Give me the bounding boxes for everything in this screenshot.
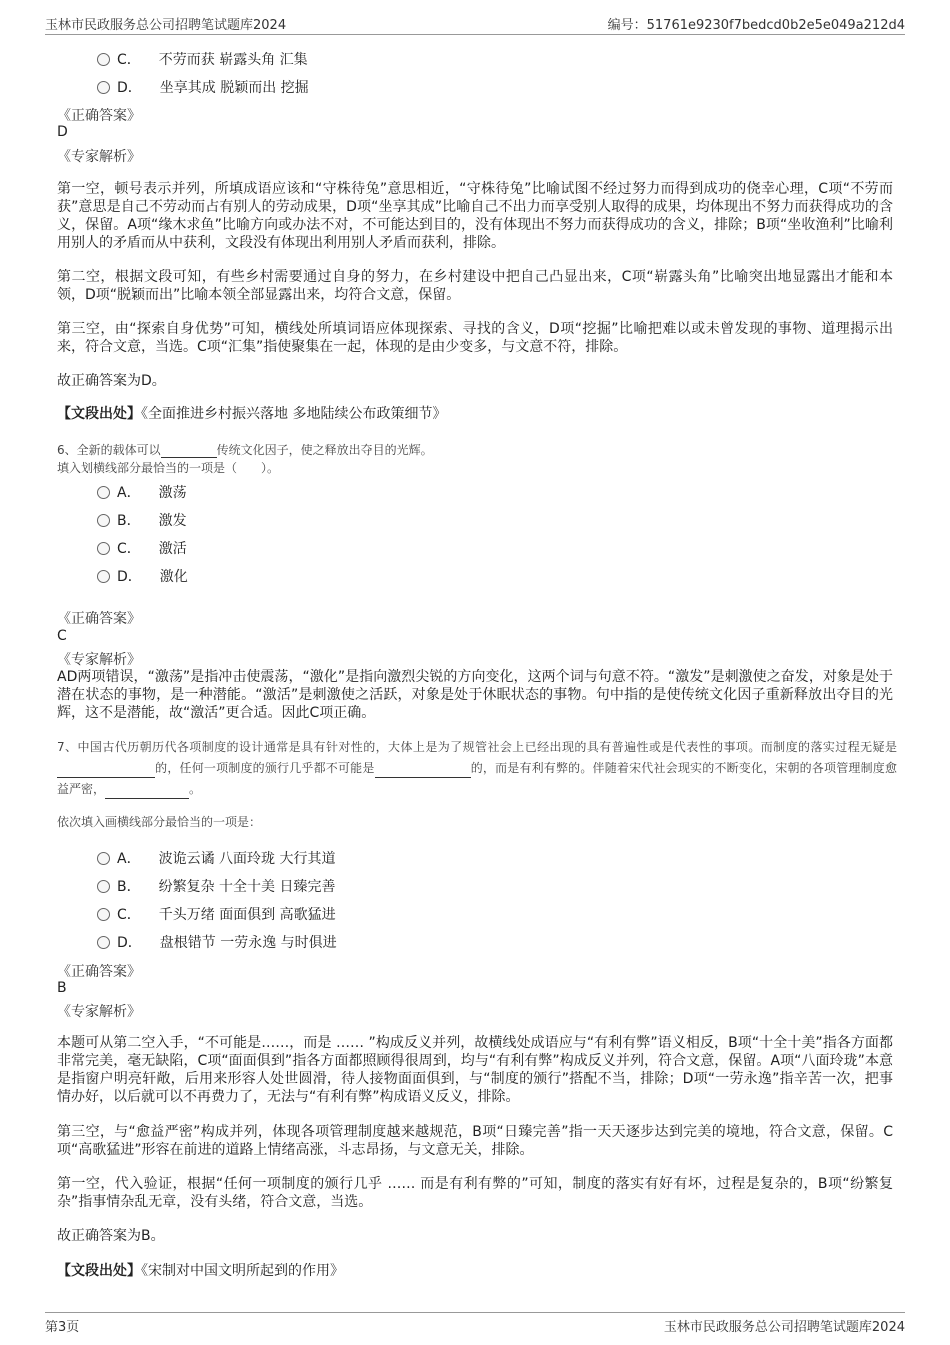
radio-icon[interactable] xyxy=(97,514,110,527)
q5-option-d[interactable]: D． 坐享其成 脱颖而出 挖掘 xyxy=(97,77,309,97)
radio-icon[interactable] xyxy=(97,81,110,94)
q5-source xyxy=(57,403,446,423)
q5-answer: D xyxy=(57,124,68,140)
q5-answer-label: 《正确答案》 xyxy=(57,108,141,124)
q7-analysis-p3: 第一空，代入验证，根据“任何一项制度的颁行几乎 …… 而是有利有弊的”可知，制度的落实有好有坏，过程是复杂的，B项“纷繁复杂”指事情杂乱无章，没有头绪，符合文意，当选。 xyxy=(57,1176,893,1210)
q7-stem: 7、中国古代历朝历代各项制度的设计通常是具有针对性的，大体上是为了规管社会上已经出现的具有普遍性或是代表性的事项。而制度的落实过程无疑是 的，任何一项制度的颁行几乎都不可能是 的，而是有利有弊的。伴随着宋代社会现实的不断变化，宋朝的各项管理制度愈益严密， 。 xyxy=(57,737,897,799)
q7-answer-label: 《正确答案》 xyxy=(57,964,141,980)
q6-analysis-label: 《专家解析》 xyxy=(57,652,141,668)
q7-answer: B xyxy=(57,980,67,996)
q7-analysis-label: 《专家解析》 xyxy=(57,1004,141,1020)
radio-icon[interactable] xyxy=(97,53,110,66)
q6-option-a[interactable]: A． 激荡 xyxy=(97,482,187,502)
page-footer xyxy=(45,1312,905,1335)
q5-option-c[interactable]: C． 不劳而获 崭露头角 汇集 xyxy=(97,49,308,69)
source-title: 《全面推进乡村振兴落地 多地陆续公布政策细节》 xyxy=(141,406,447,422)
q6-option-b[interactable]: B． 激发 xyxy=(97,510,187,530)
radio-icon[interactable] xyxy=(97,908,110,921)
radio-icon[interactable] xyxy=(97,542,110,555)
q7-conclusion: 故正确答案为B。 xyxy=(57,1228,165,1244)
source-title: 《宋制对中国文明所起到的作用》 xyxy=(141,1263,344,1279)
q7-source xyxy=(57,1260,344,1280)
q7-option-d[interactable]: D． 盘根错节 一劳永逸 与时俱进 xyxy=(97,932,337,952)
q5-analysis-p2: 第二空，根据文段可知，有些乡村需要通过自身的努力，在乡村建设中把自己凸显出来，C项“崭露头角”比喻突出地显露出才能和本领，D项“脱颖而出”比喻本领全部显露出来，均符合文意，保留。 xyxy=(57,269,893,303)
q5-analysis-label: 《专家解析》 xyxy=(57,149,141,165)
q6-stem: 6、全新的载体可以 传统文化因子，使之释放出夺目的光辉。 xyxy=(57,443,433,457)
answer-blank xyxy=(57,757,155,778)
q5-analysis-p1: 第一空，顿号表示并列，所填成语应该和“守株待兔”意思相近，“守株待兔”比喻试图不经过努力而得到成功的侥幸心理，C项“不劳而获”意思是自己不劳动而占有别人的劳动成果，D项“坐享其成”比喻自己不出力而享受别人取得的成果，均体现出不努力而获得成功的含义，保留。A项“缘木求鱼”比喻方向或办法不对，不可能达到目的，没有体现出不努力而获得成功的含义，排除；B项“坐收渔利”比喻利用别人的矛盾而从中获利，文段没有体现出利用别人矛盾而获利，排除。 xyxy=(57,181,893,251)
q7-option-b[interactable]: B． 纷繁复杂 十全十美 日臻完善 xyxy=(97,876,336,896)
radio-icon[interactable] xyxy=(97,880,110,893)
header-title: 玉林市民政服务总公司招聘笔试题库2024 xyxy=(45,18,287,33)
q7-option-a[interactable]: A． 波诡云谲 八面玲珑 大行其道 xyxy=(97,848,335,868)
q6-analysis: AD两项错误，“激荡”是指冲击使震荡，“激化”是指向激烈尖锐的方向变化，这两个词与句意不符。“激发”是刺激使之奋发，对象是处于潜在状态的事物，是一种潜能。“激活”是刺激使之活跃，对象是处于休眠状态的事物。句中指的是使传统文化因子重新释放出夺目的光辉，这不是潜能，故“激活”更合适。因此C项正确。 xyxy=(57,669,893,721)
source-tag: 【文段出处】 xyxy=(57,406,141,422)
radio-icon[interactable] xyxy=(97,936,110,949)
q6-answer-label: 《正确答案》 xyxy=(57,611,141,627)
q6-option-c[interactable]: C． 激活 xyxy=(97,538,187,558)
answer-blank xyxy=(105,778,189,799)
header-doc-id: 编号：51761e9230f7bedcd0b2e5e049a212d4 xyxy=(607,18,905,33)
page-header xyxy=(45,14,905,35)
q5-conclusion: 故正确答案为D。 xyxy=(57,373,166,389)
q7-option-c[interactable]: C． 千头万绪 面面俱到 高歌猛进 xyxy=(97,904,336,924)
radio-icon[interactable] xyxy=(97,486,110,499)
footer-title: 玉林市民政服务总公司招聘笔试题库2024 xyxy=(663,1320,905,1335)
q7-analysis-p2: 第三空，与“愈益严密”构成并列，体现各项管理制度越来越规范，B项“日臻完善”指一天天逐步达到完美的境地，符合文意，保留。C项“高歌猛进”形容在前进的道路上情绪高涨，斗志昂扬，与文意无关，排除。 xyxy=(57,1124,893,1158)
q6-instruction: 填入划横线部分最恰当的一项是（ ）。 xyxy=(57,461,280,475)
answer-blank xyxy=(161,443,217,458)
source-tag: 【文段出处】 xyxy=(57,1263,141,1279)
q6-option-d[interactable]: D． 激化 xyxy=(97,566,188,586)
answer-blank xyxy=(375,757,471,778)
radio-icon[interactable] xyxy=(97,852,110,865)
radio-icon[interactable] xyxy=(97,570,110,583)
q6-answer: C xyxy=(57,628,67,644)
page-number: 第3页 xyxy=(45,1320,80,1335)
q7-analysis-p1: 本题可从第二空入手，“不可能是……，而是 …… ”构成反义并列，故横线处成语应与“有利有弊”语义相反，B项“十全十美”指各方面都非常完美，毫无缺陷，C项“面面俱到”指各方面都照顾得很周到，均与“有利有弊”构成反义并列，符合文意，保留。A项“八面玲珑”本意是指窗户明亮轩敞，后用来形容人处世圆滑，待人接物面面俱到，与“制度的颁行”搭配不当，排除；D项“一劳永逸”指辛苦一次，把事情办好，以后就可以不再费力了，无法与“有利有弊”构成语义反义，排除。 xyxy=(57,1035,893,1105)
q5-analysis-p3: 第三空，由“探索自身优势”可知，横线处所填词语应体现探索、寻找的含义，D项“挖掘”比喻把难以或未曾发现的事物、道理揭示出来，符合文意，当选。C项“汇集”指使聚集在一起，体现的是由少变多，与文意不符，排除。 xyxy=(57,321,893,355)
q7-instruction: 依次填入画横线部分最恰当的一项是： xyxy=(57,815,262,829)
